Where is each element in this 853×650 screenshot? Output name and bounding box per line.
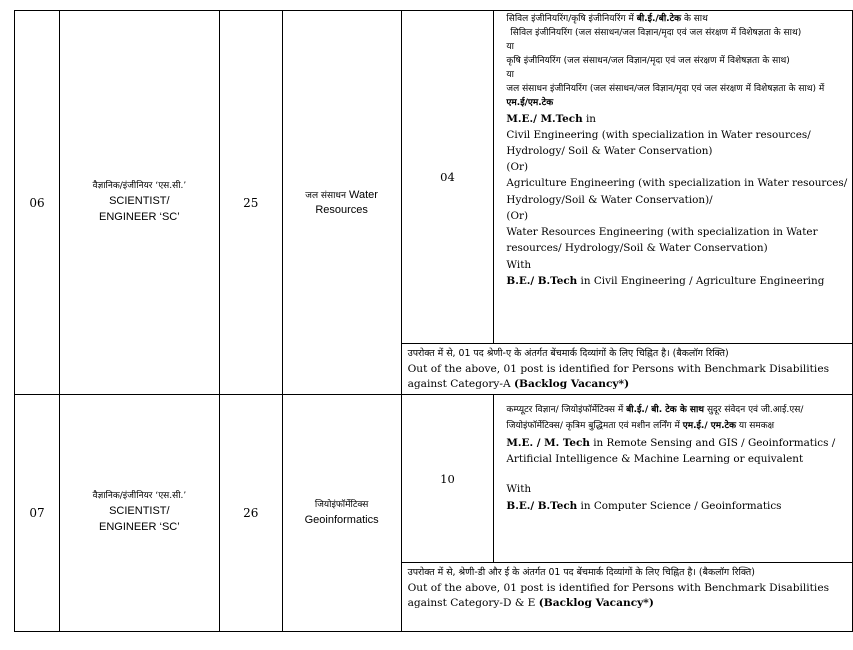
qualification: कम्प्यूटर विज्ञान/ जियोइंफॉर्मेटिक्स में बी.ई./ बी. टेक के साथ सुदूर संवेदन एवं जी.आई.एस/ जियोइंफॉर्मेटिक्स/ कृत्रिम बुद्धिमता एवं मशीन लर्निंग में एम.ई./ एम.टेक या समकक्ष M.E. / M. Tech in Remote Sensing and GIS / Geoinformatics / Artificial Intelligence & Machine Learning or equivalent With B.E./ B.Tech in Computer Science / Geoinformatics bbox=[494, 395, 853, 563]
discipline: जियोइंफॉर्मेटिक्स Geoinformatics bbox=[282, 395, 401, 632]
post-code: 25 bbox=[219, 11, 282, 395]
serial-number: 06 bbox=[15, 11, 60, 395]
serial-number: 07 bbox=[15, 395, 60, 632]
table-row bbox=[15, 11, 853, 344]
post-name: वैज्ञानिक/इंजीनियर ‘एस.सी.’ SCIENTIST/ ENGINEER ‘SC’ bbox=[59, 395, 219, 632]
post-name: वैज्ञानिक/इंजीनियर ‘एस.सी.’ SCIENTIST/ ENGINEER ‘SC’ bbox=[59, 11, 219, 395]
discipline: जल संसाधन Water Resources bbox=[282, 11, 401, 395]
table-row bbox=[15, 395, 853, 563]
pwbd-note: उपरोक्त में से, 01 पद श्रेणी-ए के अंतर्गत बेंचमार्क दिव्यांगों के लिए चिह्नित है। (बैकलॉग रिक्ति) Out of the above, 01 post is identified for Persons with Benchmark Disabilities against Category-A (Backlog Vacancy*) bbox=[401, 344, 852, 395]
vacancy-table bbox=[14, 10, 853, 632]
qualification: सिविल इंजीनियरिंग/कृषि इंजीनियरिंग में बी.ई./बी.टेक के साथ सिविल इंजीनियरिंग (जल संसाधन/जल विज्ञान/मृदा एवं जल संरक्षण में विशेषज्ञता के साथ) या कृषि इंजीनियरिंग (जल संसाधन/जल विज्ञान/मृदा एवं जल संरक्षण में विशेषज्ञता के साथ) या जल संसाधन इंजीनियरिंग (जल संसाधन/जल विज्ञान/मृदा एवं जल संरक्षण में विशेषज्ञता के साथ) में एम.ई/एम.टेक M.E./ M.Tech in Civil Engineering (with specialization in Water resources/ Hydrology/ Soil & Water Conservation) (Or) Agriculture Engineering (with specialization in Water resources/ Hydrology/Soil & Water Conservation)/ (Or) Water Resources Engineering (with specialization in Water resources/ Hydrology/Soil & Water Conservation) With B.E./ B.Tech in Civil Engineering / Agriculture Engineering bbox=[494, 11, 853, 344]
vacancy-count: 04 bbox=[401, 11, 494, 344]
vacancy-count: 10 bbox=[401, 395, 494, 563]
post-code: 26 bbox=[219, 395, 282, 632]
pwbd-note: उपरोक्त में से, श्रेणी-डी और ई के अंतर्गत 01 पद बेंचमार्क दिव्यांगों के लिए चिह्नित है। (बैकलॉग रिक्ति) Out of the above, 01 post is identified for Persons with Benchmark Disabilities against Category-D & E (Backlog Vacancy*) bbox=[401, 563, 852, 632]
